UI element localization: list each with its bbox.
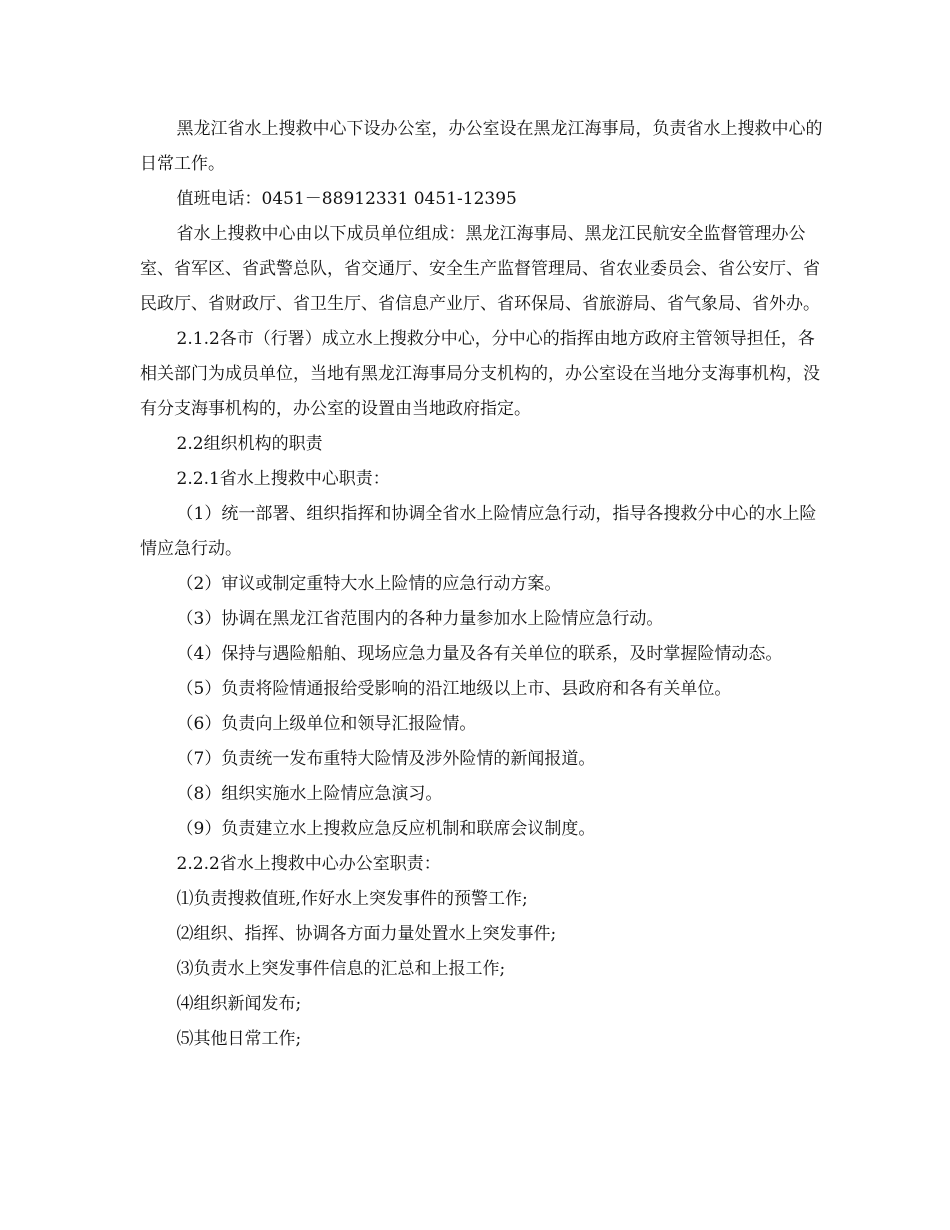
list-item-duty-7: （7）负责统一发布重特大险情及涉外险情的新闻报道。 [176,749,596,769]
list-item-office-duty-3: ⑶负责水上突发事件信息的汇总和上报工作; [176,959,506,979]
list-item-duty-9: （9）负责建立水上搜救应急反应机制和联席会议制度。 [176,819,596,839]
list-item-office-duty-5: ⑸其他日常工作; [176,1029,302,1049]
paragraph-section-2-1-2: 2.1.2各市（行署）成立水上搜救分中心，分中心的指挥由地方政府主管领导担任，各相关部门为成员单位，当地有黑龙江海事局分支机构的，办公室设在当地分支海事机构，没有分支海事机构的，办公室的设置由当地政府指定。 [140,329,820,419]
list-item-duty-8: （8）组织实施水上险情应急演习。 [176,784,443,804]
list-item-duty-2: （2）审议或制定重特大水上险情的应急行动方案。 [176,574,562,594]
paragraph-member-units: 省水上搜救中心由以下成员单位组成：黑龙江海事局、黑龙江民航安全监督管理办公室、省军区、省武警总队，省交通厅、安全生产监督管理局、省农业委员会、省公安厅、省民政厅、省财政厅、省卫生厅、省信息产业厅、省环保局、省旅游局、省气象局、省外办。 [140,224,820,314]
list-item-office-duty-1: ⑴负责搜救值班,作好水上突发事件的预警工作; [176,889,528,909]
list-item-duty-3: （3）协调在黑龙江省范围内的各种力量参加水上险情应急行动。 [176,609,664,629]
list-item-duty-6: （6）负责向上级单位和领导汇报险情。 [176,714,477,734]
list-item-duty-4: （4）保持与遇险船舶、现场应急力量及各有关单位的联系，及时掌握险情动态。 [176,644,783,664]
heading-section-2-2: 2.2组织机构的职责 [176,434,323,454]
heading-section-2-2-1: 2.2.1省水上搜救中心职责： [176,469,390,489]
list-item-duty-5: （5）负责将险情通报给受影响的沿江地级以上市、县政府和各有关单位。 [176,679,732,699]
paragraph-office-setup: 黑龙江省水上搜救中心下设办公室，办公室设在黑龙江海事局，负责省水上搜救中心的日常工作。 [140,119,823,174]
document-body [140,112,830,1057]
paragraph-duty-phone: 值班电话：0451－88912331 0451-12395 [176,189,517,209]
list-item-office-duty-4: ⑷组织新闻发布; [176,994,302,1014]
list-item-office-duty-2: ⑵组织、指挥、协调各方面力量处置水上突发事件; [176,924,557,944]
heading-section-2-2-2: 2.2.2省水上搜救中心办公室职责： [176,854,441,874]
list-item-duty-1: （1）统一部署、组织指挥和协调全省水上险情应急行动，指导各搜救分中心的水上险情应急行动。 [140,504,817,559]
